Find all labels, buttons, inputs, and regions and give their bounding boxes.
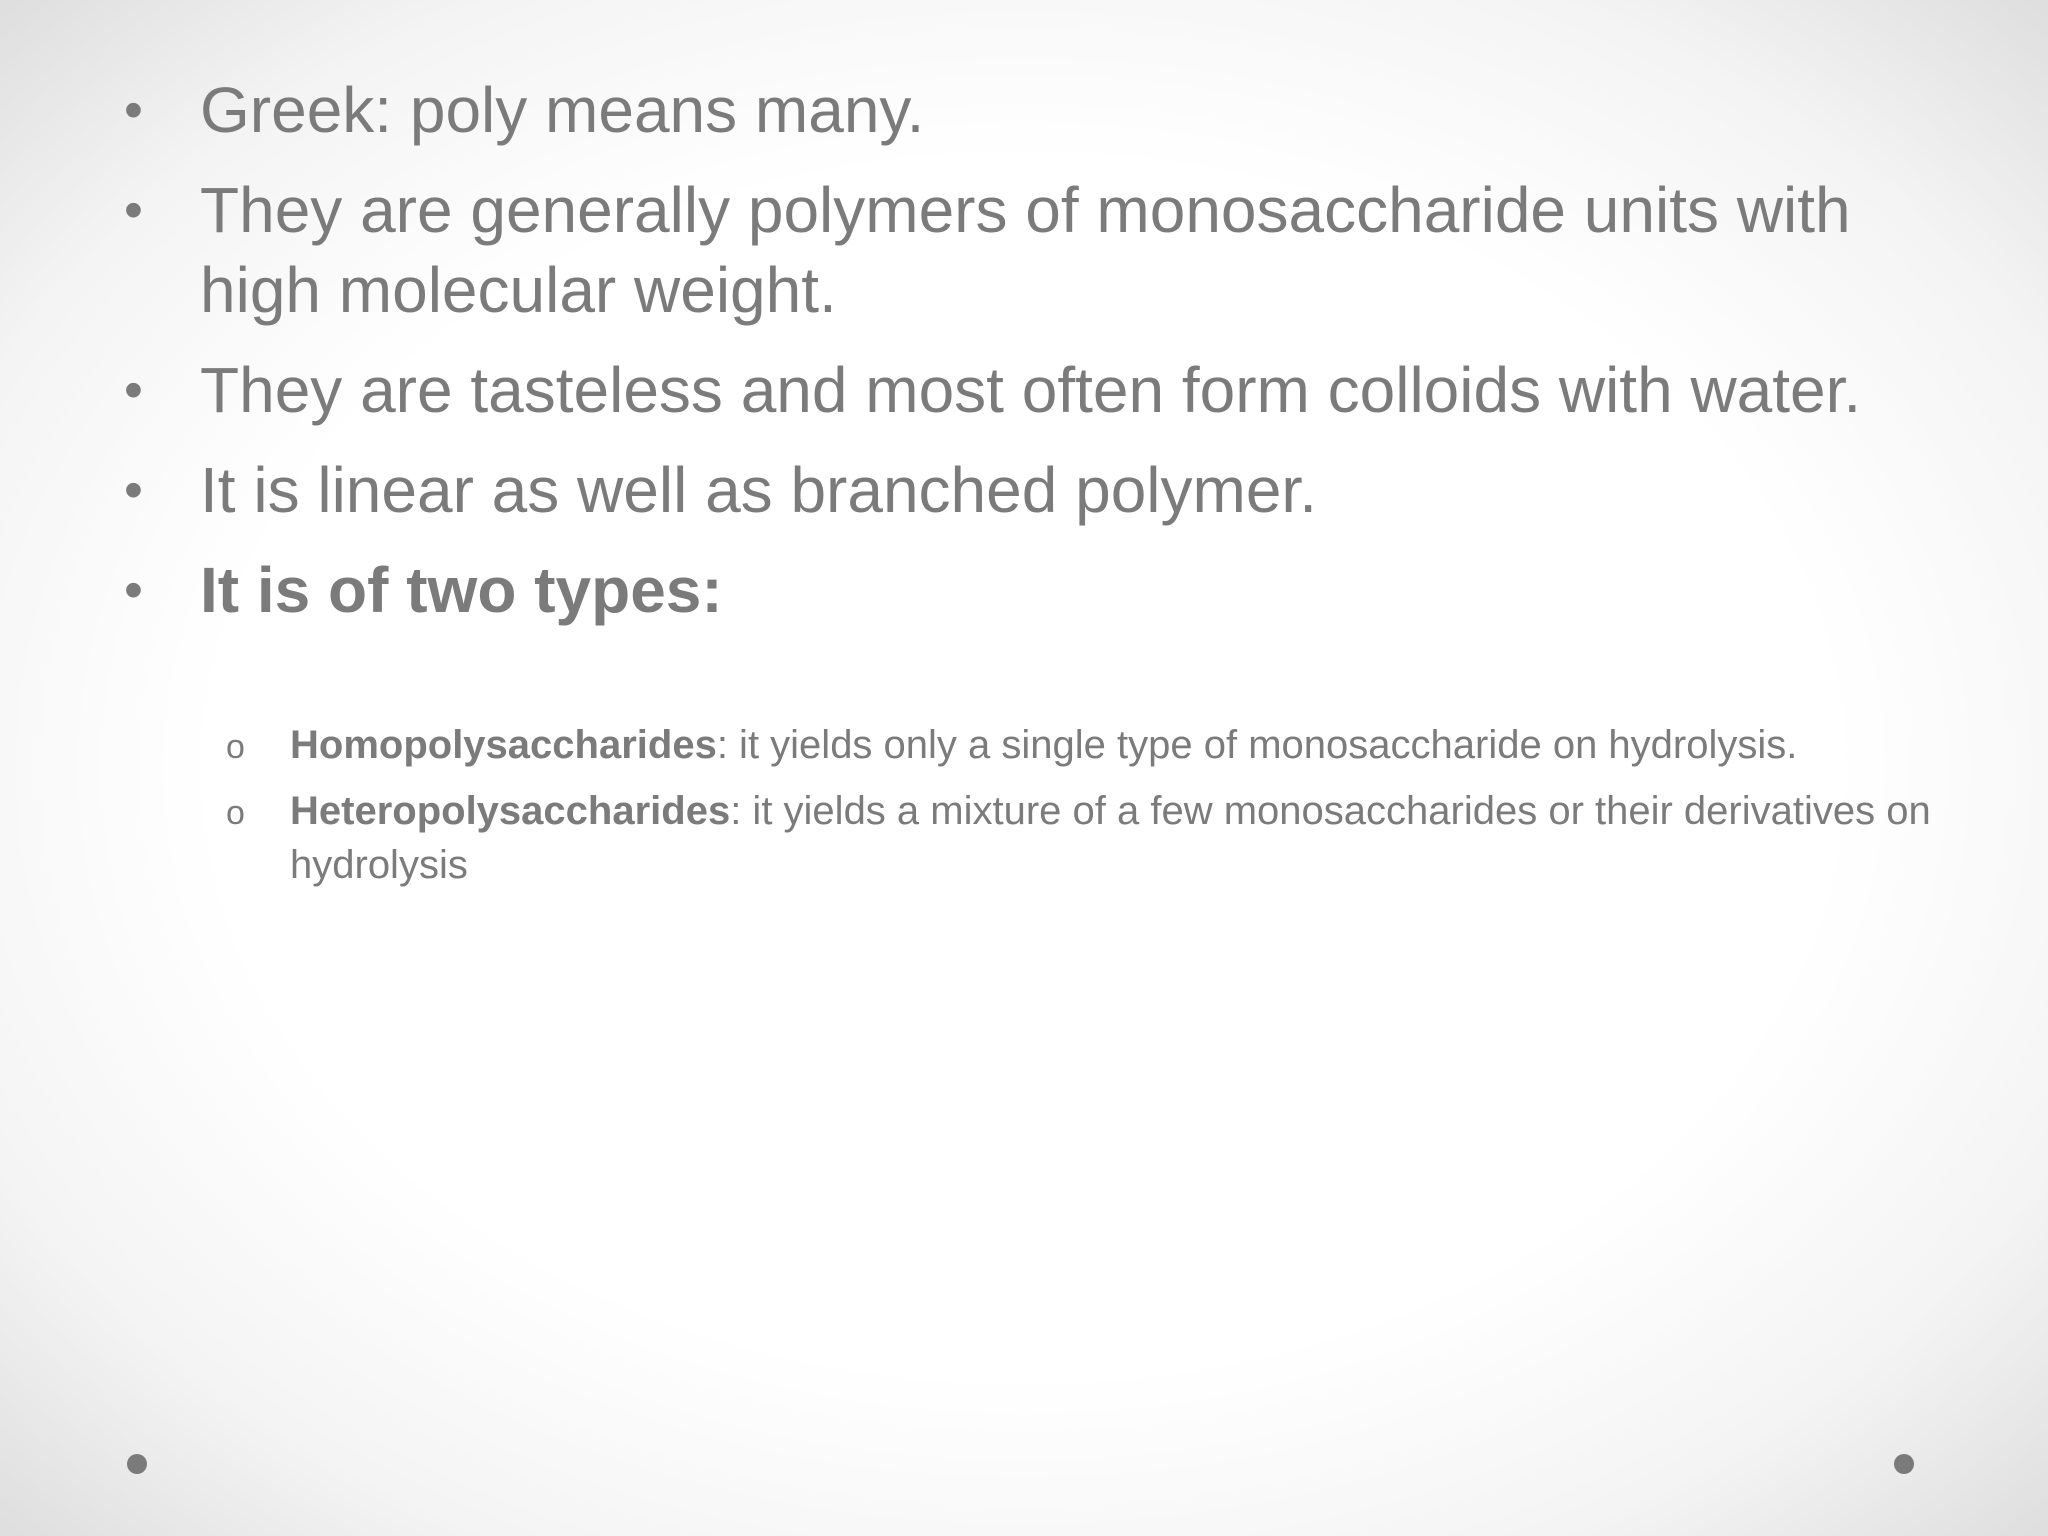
corner-dot-right-icon [1894, 1454, 1914, 1474]
bullet-dot-icon: • [124, 180, 143, 240]
bullet-text: They are tasteless and most often form colloids with water. [200, 354, 1862, 426]
hollow-circle-bullet-icon: o [226, 728, 245, 766]
bullet-text: It is linear as well as branched polymer. [200, 454, 1317, 526]
term-label: Heteropolysaccharides [290, 789, 731, 833]
bullet-dot-icon: • [124, 560, 143, 620]
bullet-text: Greek: poly means many. [200, 74, 925, 146]
bullet-item [0, 170, 2048, 330]
hollow-circle-bullet-icon: o [226, 794, 245, 832]
bullet-text: It is of two types: [200, 554, 723, 626]
sub-bullet-list [0, 718, 2048, 904]
bullet-dot-icon: • [124, 80, 143, 140]
sub-bullet-item-heteropolysaccharides [0, 784, 2048, 892]
bullet-item [0, 350, 2048, 430]
bullet-item [0, 450, 2048, 530]
bullet-dot-icon: • [124, 360, 143, 420]
bullet-item-types-heading [0, 550, 2048, 630]
bullet-text: They are generally polymers of monosaccharide units with high molecular weight. [200, 174, 1851, 326]
corner-dot-left-icon [127, 1454, 147, 1474]
sub-bullet-item-homopolysaccharides [0, 718, 2048, 772]
bullet-list [0, 70, 2048, 650]
term-definition: : it yields a mixture of a few monosaccharides or their derivatives on hydrolysis [290, 789, 1931, 887]
term-definition: : it yields only a single type of monosaccharide on hydrolysis. [716, 723, 1798, 767]
term-label: Homopolysaccharides [290, 723, 717, 767]
bullet-item [0, 70, 2048, 150]
bullet-dot-icon: • [124, 460, 143, 520]
